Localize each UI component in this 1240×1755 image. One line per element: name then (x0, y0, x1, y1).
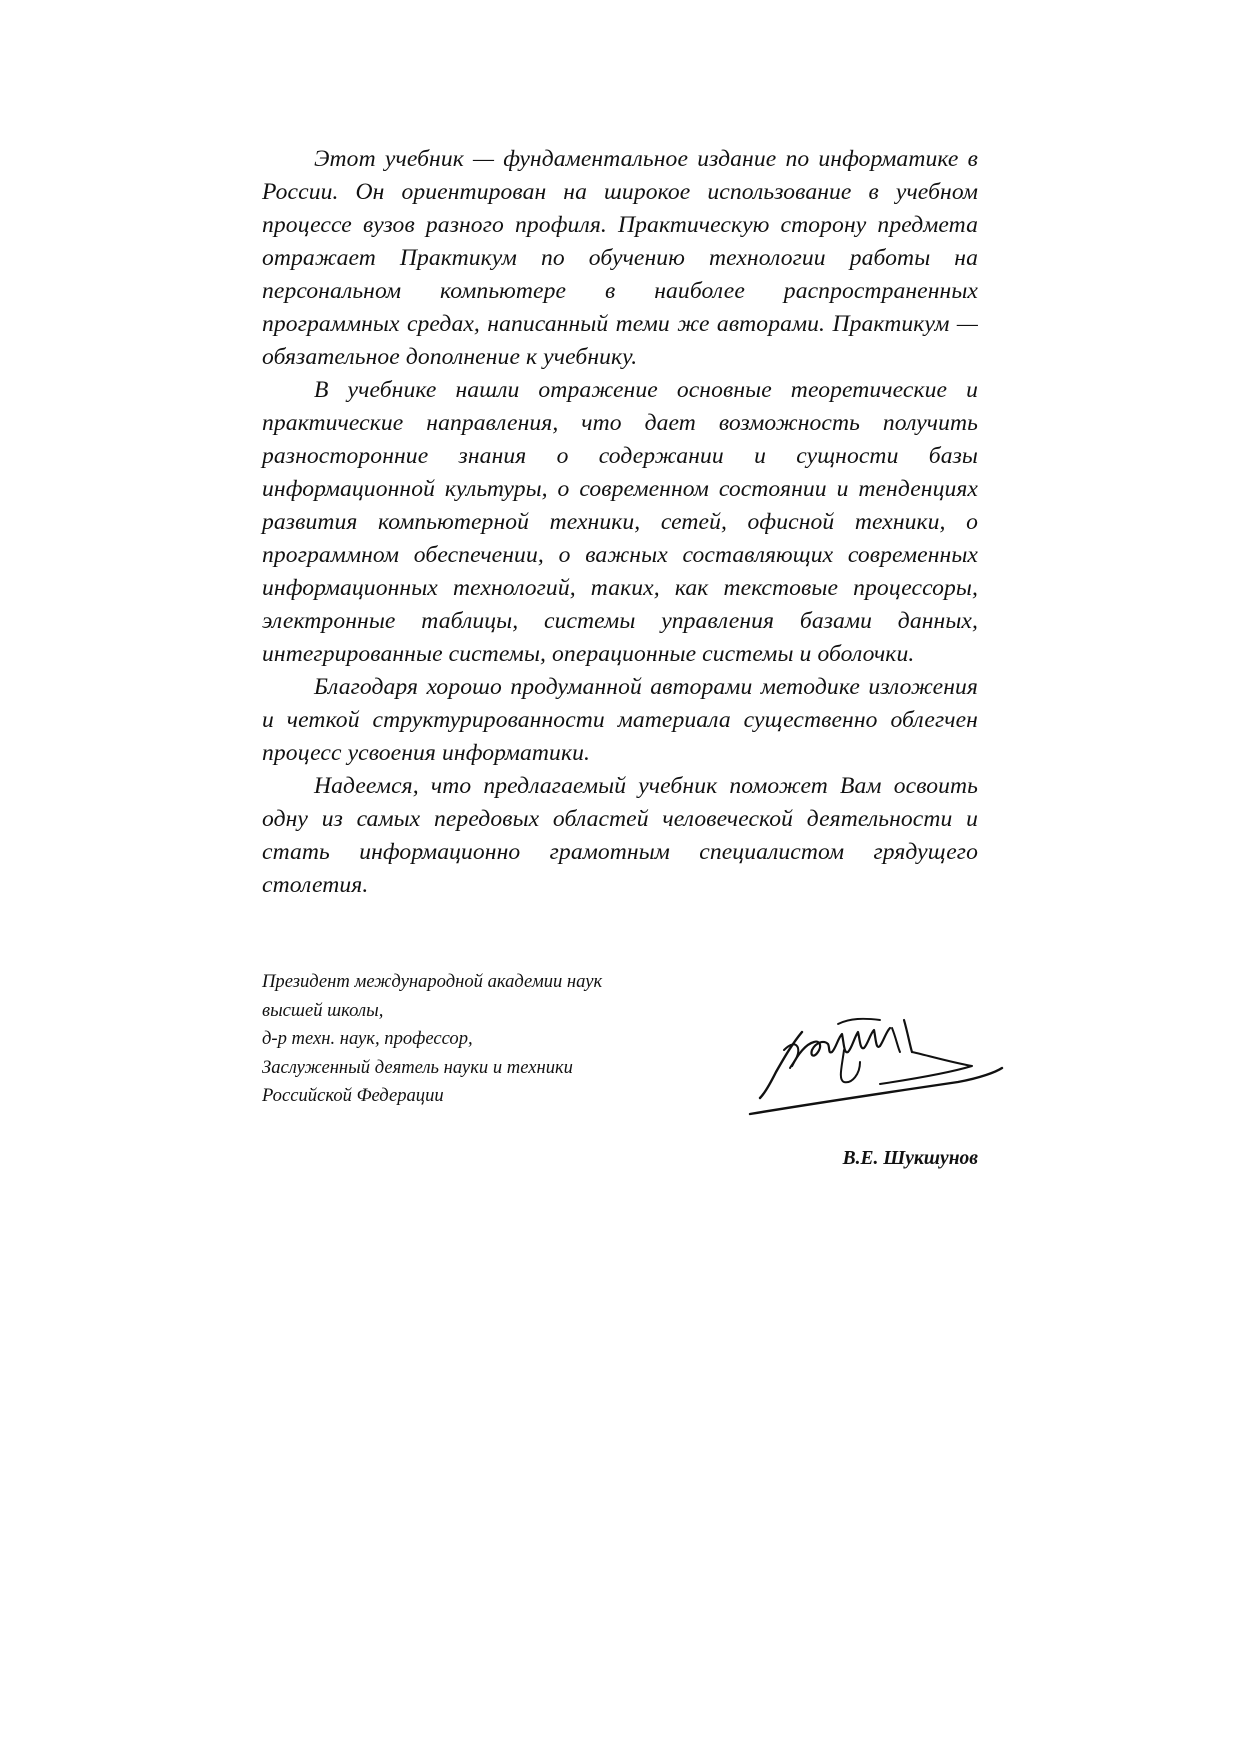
paragraph: Надеемся, что предлагаемый учебник поможет Вам освоить одну из самых передовых областей человеческой деятельности и стать информационно грамотным специалистом грядущего столетия. (262, 773, 978, 898)
credential-line: Президент международной академии наук (262, 971, 603, 992)
paragraph: В учебнике нашли отражение основные теоретические и практические направления, что дает возможность получить разносторонние знания о содержании и сущности базы информационной культуры, о современном состоянии и тенденциях развития компьютерной техники, сетей, офисной техники, о программном обеспечении, о важных составляющих современных информационных технологий, таких, как текстовые процессоры, электронные таблицы, системы управления базами данных, интегрированные системы, операционные системы и оболочки. (262, 377, 978, 667)
credential-line: Российской Федерации (262, 1085, 444, 1106)
credential-line: д-р техн. наук, профессор, (262, 1028, 473, 1049)
credential-line: Заслуженный деятель науки и техники (262, 1056, 573, 1078)
signatory-name: В.Е. Шукшунов (842, 1148, 978, 1169)
paragraph: Благодаря хорошо продуманной авторами методике изложения и четкой структурированности материала существенно облегчен процесс усвоения информатики. (262, 674, 978, 766)
letter-body (262, 143, 978, 902)
paragraph: Этот учебник — фундаментальное издание по информатике в России. Он ориентирован на широкое использование в учебном процессе вузов разного профиля. Практическую сторону предмета отражает Практикум по обучению технологии работы на персональном компьютере в наиболее распространенных программных средах, написанный теми же авторами. Практикум — обязательное дополнение к учебнику. (262, 146, 978, 370)
signatory-credentials (262, 968, 722, 1111)
credential-line: высшей школы, (262, 999, 384, 1021)
handwritten-signature (740, 1010, 1006, 1122)
